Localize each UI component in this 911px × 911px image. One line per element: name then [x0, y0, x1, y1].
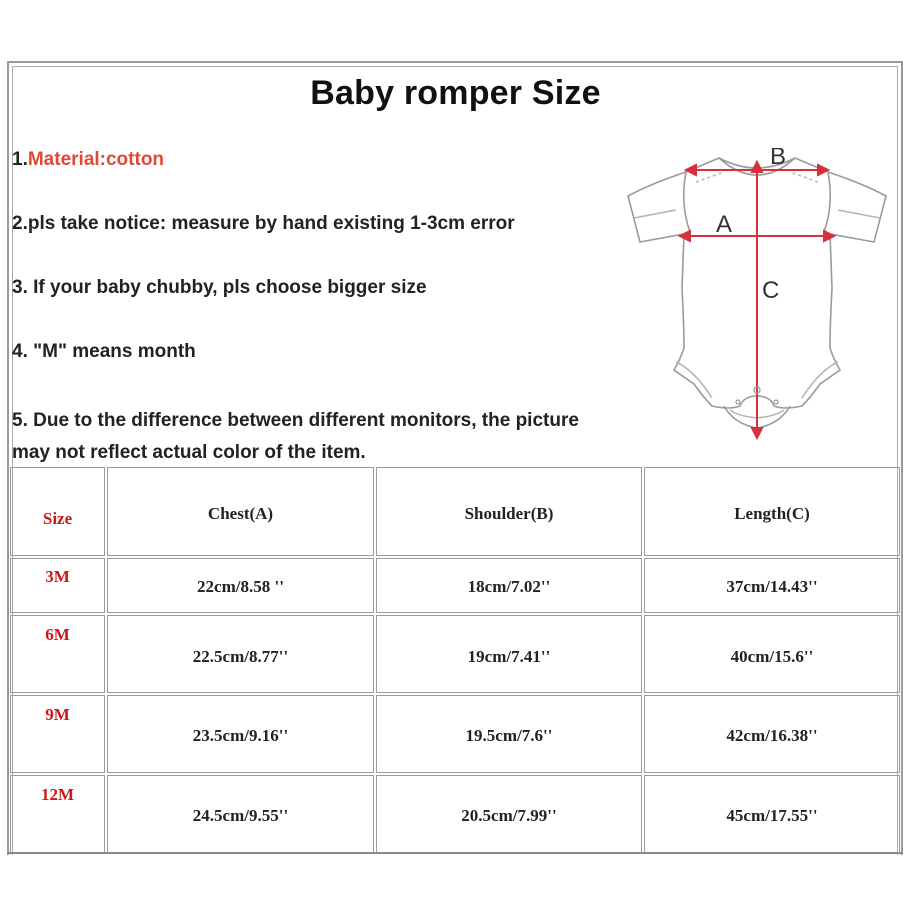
row-6m-chest: 22.5cm/8.77'' [107, 615, 374, 693]
row-9m-shoulder: 19.5cm/7.6'' [376, 695, 642, 773]
note-material: 1.Material:cotton [12, 149, 165, 170]
bottom-divider [7, 852, 903, 854]
row-3m-chest: 22cm/8.58 '' [107, 558, 374, 613]
row-9m-chest: 23.5cm/9.16'' [107, 695, 374, 773]
note-chubby: 3. If your baby chubby, pls choose bigger size [12, 277, 427, 298]
material-highlight: Material:cotton [27, 149, 165, 170]
row-12m-length: 45cm/17.55'' [644, 775, 900, 853]
header-length: Length(C) [644, 467, 900, 556]
row-3m-shoulder: 18cm/7.02'' [376, 558, 642, 613]
header-size: Size [10, 467, 105, 556]
note-month: 4. "M" means month [12, 341, 196, 362]
label-c: C [762, 277, 780, 304]
row-9m-length: 42cm/16.38'' [644, 695, 900, 773]
row-3m-length: 37cm/14.43'' [644, 558, 900, 613]
header-chest: Chest(A) [107, 467, 374, 556]
row-size-6m: 6M [10, 615, 105, 693]
note-monitor: 5. Due to the difference between different monitors, the picture may not reflect actual color of the item. [12, 410, 579, 463]
romper-size-diagram [624, 148, 890, 444]
note-measure-error: 2.pls take notice: measure by hand existing 1-3cm error [12, 213, 515, 234]
row-size-12m: 12M [10, 775, 105, 853]
label-a: A [716, 211, 733, 238]
row-size-3m: 3M [10, 558, 105, 613]
row-6m-shoulder: 19cm/7.41'' [376, 615, 642, 693]
row-12m-chest: 24.5cm/9.55'' [107, 775, 374, 853]
header-shoulder: Shoulder(B) [376, 467, 642, 556]
row-size-9m: 9M [10, 695, 105, 773]
page-title: Baby romper Size [310, 74, 601, 112]
row-12m-shoulder: 20.5cm/7.99'' [376, 775, 642, 853]
label-b: B [770, 148, 787, 170]
row-6m-length: 40cm/15.6'' [644, 615, 900, 693]
